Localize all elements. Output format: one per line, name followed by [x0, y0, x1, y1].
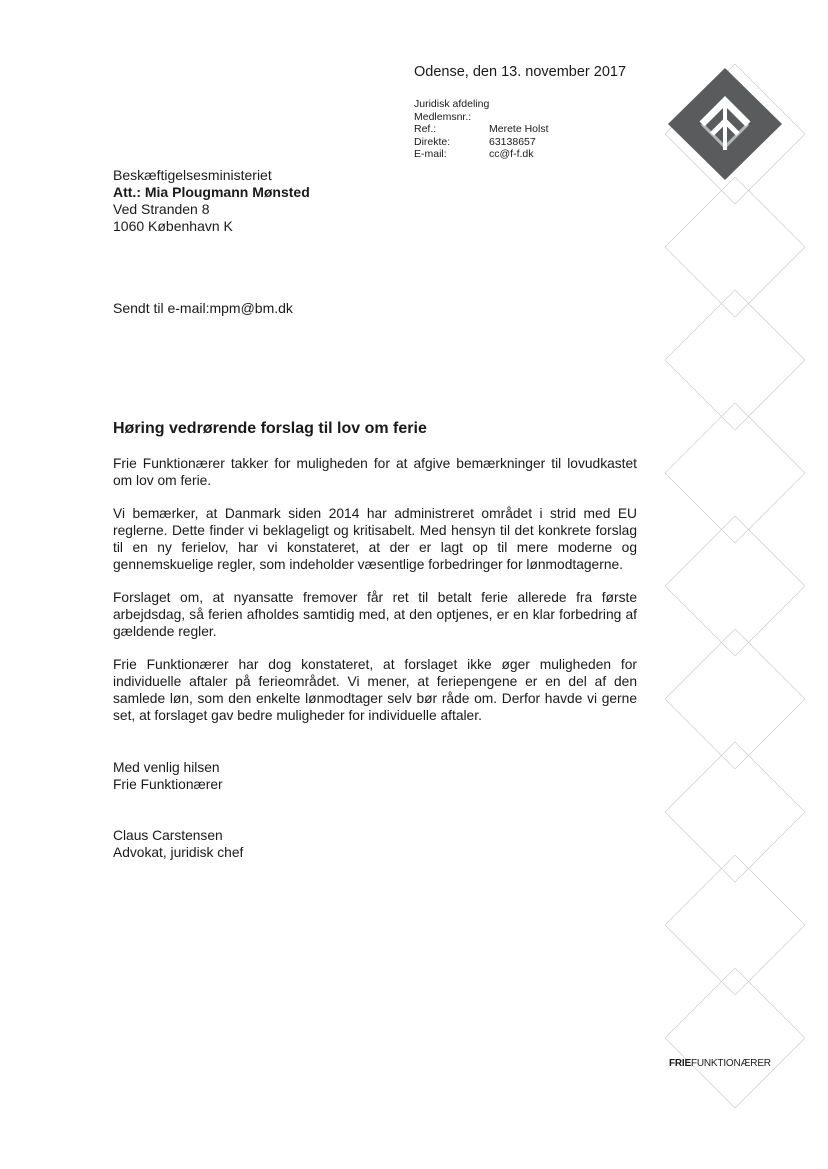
pattern-line	[665, 247, 735, 317]
pattern-line	[735, 586, 805, 656]
reference-row	[414, 123, 549, 136]
pattern-line	[665, 629, 735, 699]
pattern-line	[735, 855, 805, 925]
pattern-line	[665, 699, 735, 769]
pattern-line	[665, 516, 735, 586]
letter-closing	[113, 759, 223, 793]
pattern-line	[665, 473, 735, 543]
ff-diamond-logo-icon	[668, 68, 782, 180]
pattern-line	[665, 586, 735, 656]
direct-phone-row	[414, 136, 549, 149]
pattern-line	[665, 925, 735, 995]
recipient-address	[113, 167, 310, 235]
pattern-line	[665, 403, 735, 473]
recipient-street: Ved Stranden 8	[113, 201, 210, 217]
letter-date: Odense, den 13. november 2017	[414, 64, 627, 80]
pattern-line	[735, 812, 805, 882]
footer-brand-bold: FRIE	[669, 1058, 691, 1069]
pattern-line	[735, 360, 805, 430]
closing-org: Frie Funktionærer	[113, 777, 223, 792]
direct-phone-label: Direkte:	[414, 135, 451, 148]
pattern-line	[665, 1038, 735, 1108]
pattern-line	[665, 177, 735, 247]
pattern-line	[665, 290, 735, 360]
signature-name: Claus Carstensen	[113, 828, 223, 843]
pattern-line	[735, 247, 805, 317]
signature-title: Advokat, juridisk chef	[113, 845, 244, 860]
pattern-line	[735, 177, 805, 247]
footer-brand	[669, 1058, 771, 1069]
footer-brand-rest: FUNKTIONÆRER	[690, 1058, 771, 1069]
pattern-line	[735, 403, 805, 473]
signature-block	[113, 827, 243, 861]
sender-department: Juridisk afdeling	[414, 98, 490, 110]
direct-phone-value: 63138657	[489, 135, 536, 148]
pattern-line	[665, 360, 735, 430]
pattern-line	[735, 516, 805, 586]
pattern-line	[665, 855, 735, 925]
reference-value: Merete Holst	[489, 123, 549, 135]
pattern-line	[665, 968, 735, 1038]
body-paragraph-3: Forslaget om, at nyansatte fremover får ret til betalt ferie allerede fra første arbejdsdag, så ferien afholdes samtidig med, at den optjenes, er en klar forbedring af gældende regler.	[113, 590, 637, 639]
pattern-line	[735, 629, 805, 699]
letter-body	[113, 455, 637, 740]
closing-greeting: Med venlig hilsen	[113, 760, 220, 775]
pattern-line	[665, 812, 735, 882]
body-paragraph-2: Vi bemærker, at Danmark siden 2014 har administreret området i strid med EU reglerne. Dette finder vi beklageligt og kritisabelt. Med hensyn til det konkrete forslag til en ny ferielov, har vi konstateret, at der er lagt op til mere moderne og gennemskuelige regler, som indeholder væsentlige forbedringer for lønmodtagerne.	[113, 506, 637, 572]
email-label: E-mail:	[414, 148, 447, 160]
recipient-org: Beskæftigelsesministeriet	[113, 167, 272, 183]
sender-details	[414, 98, 549, 161]
pattern-line	[665, 742, 735, 812]
body-paragraph-1: Frie Funktionærer takker for muligheden for at afgive bemærkninger til lovudkastet om lov om ferie.	[113, 456, 637, 488]
pattern-line	[735, 742, 805, 812]
body-paragraph-4: Frie Funktionærer har dog konstateret, at forslaget ikke øger muligheden for individuelle aftaler på ferieområdet. Vi mener, at feriepengene er en del af den samlede løn, som den enkelte lønmodtager selv bør råde om. Derfor havde vi gerne set, at forslaget gav bedre muligheder for individuelle aftaler.	[113, 657, 637, 723]
recipient-attention: Att.: Mia Plougmann Mønsted	[113, 184, 310, 200]
email-row	[414, 148, 549, 161]
pattern-line	[735, 473, 805, 543]
pattern-line	[735, 925, 805, 995]
member-number-row	[414, 111, 549, 124]
pattern-line	[735, 699, 805, 769]
pattern-line	[735, 968, 805, 1038]
reference-label: Ref.:	[414, 123, 437, 135]
email-value: cc@f-f.dk	[489, 148, 534, 160]
pattern-line	[735, 290, 805, 360]
recipient-city: 1060 København K	[113, 218, 233, 234]
pattern-line	[735, 1038, 805, 1108]
letter-heading: Høring vedrørende forslag til lov om ferie	[113, 420, 427, 437]
member-number-label: Medlemsnr.:	[414, 110, 472, 123]
sent-to-email: Sendt til e-mail:mpm@bm.dk	[113, 300, 293, 316]
